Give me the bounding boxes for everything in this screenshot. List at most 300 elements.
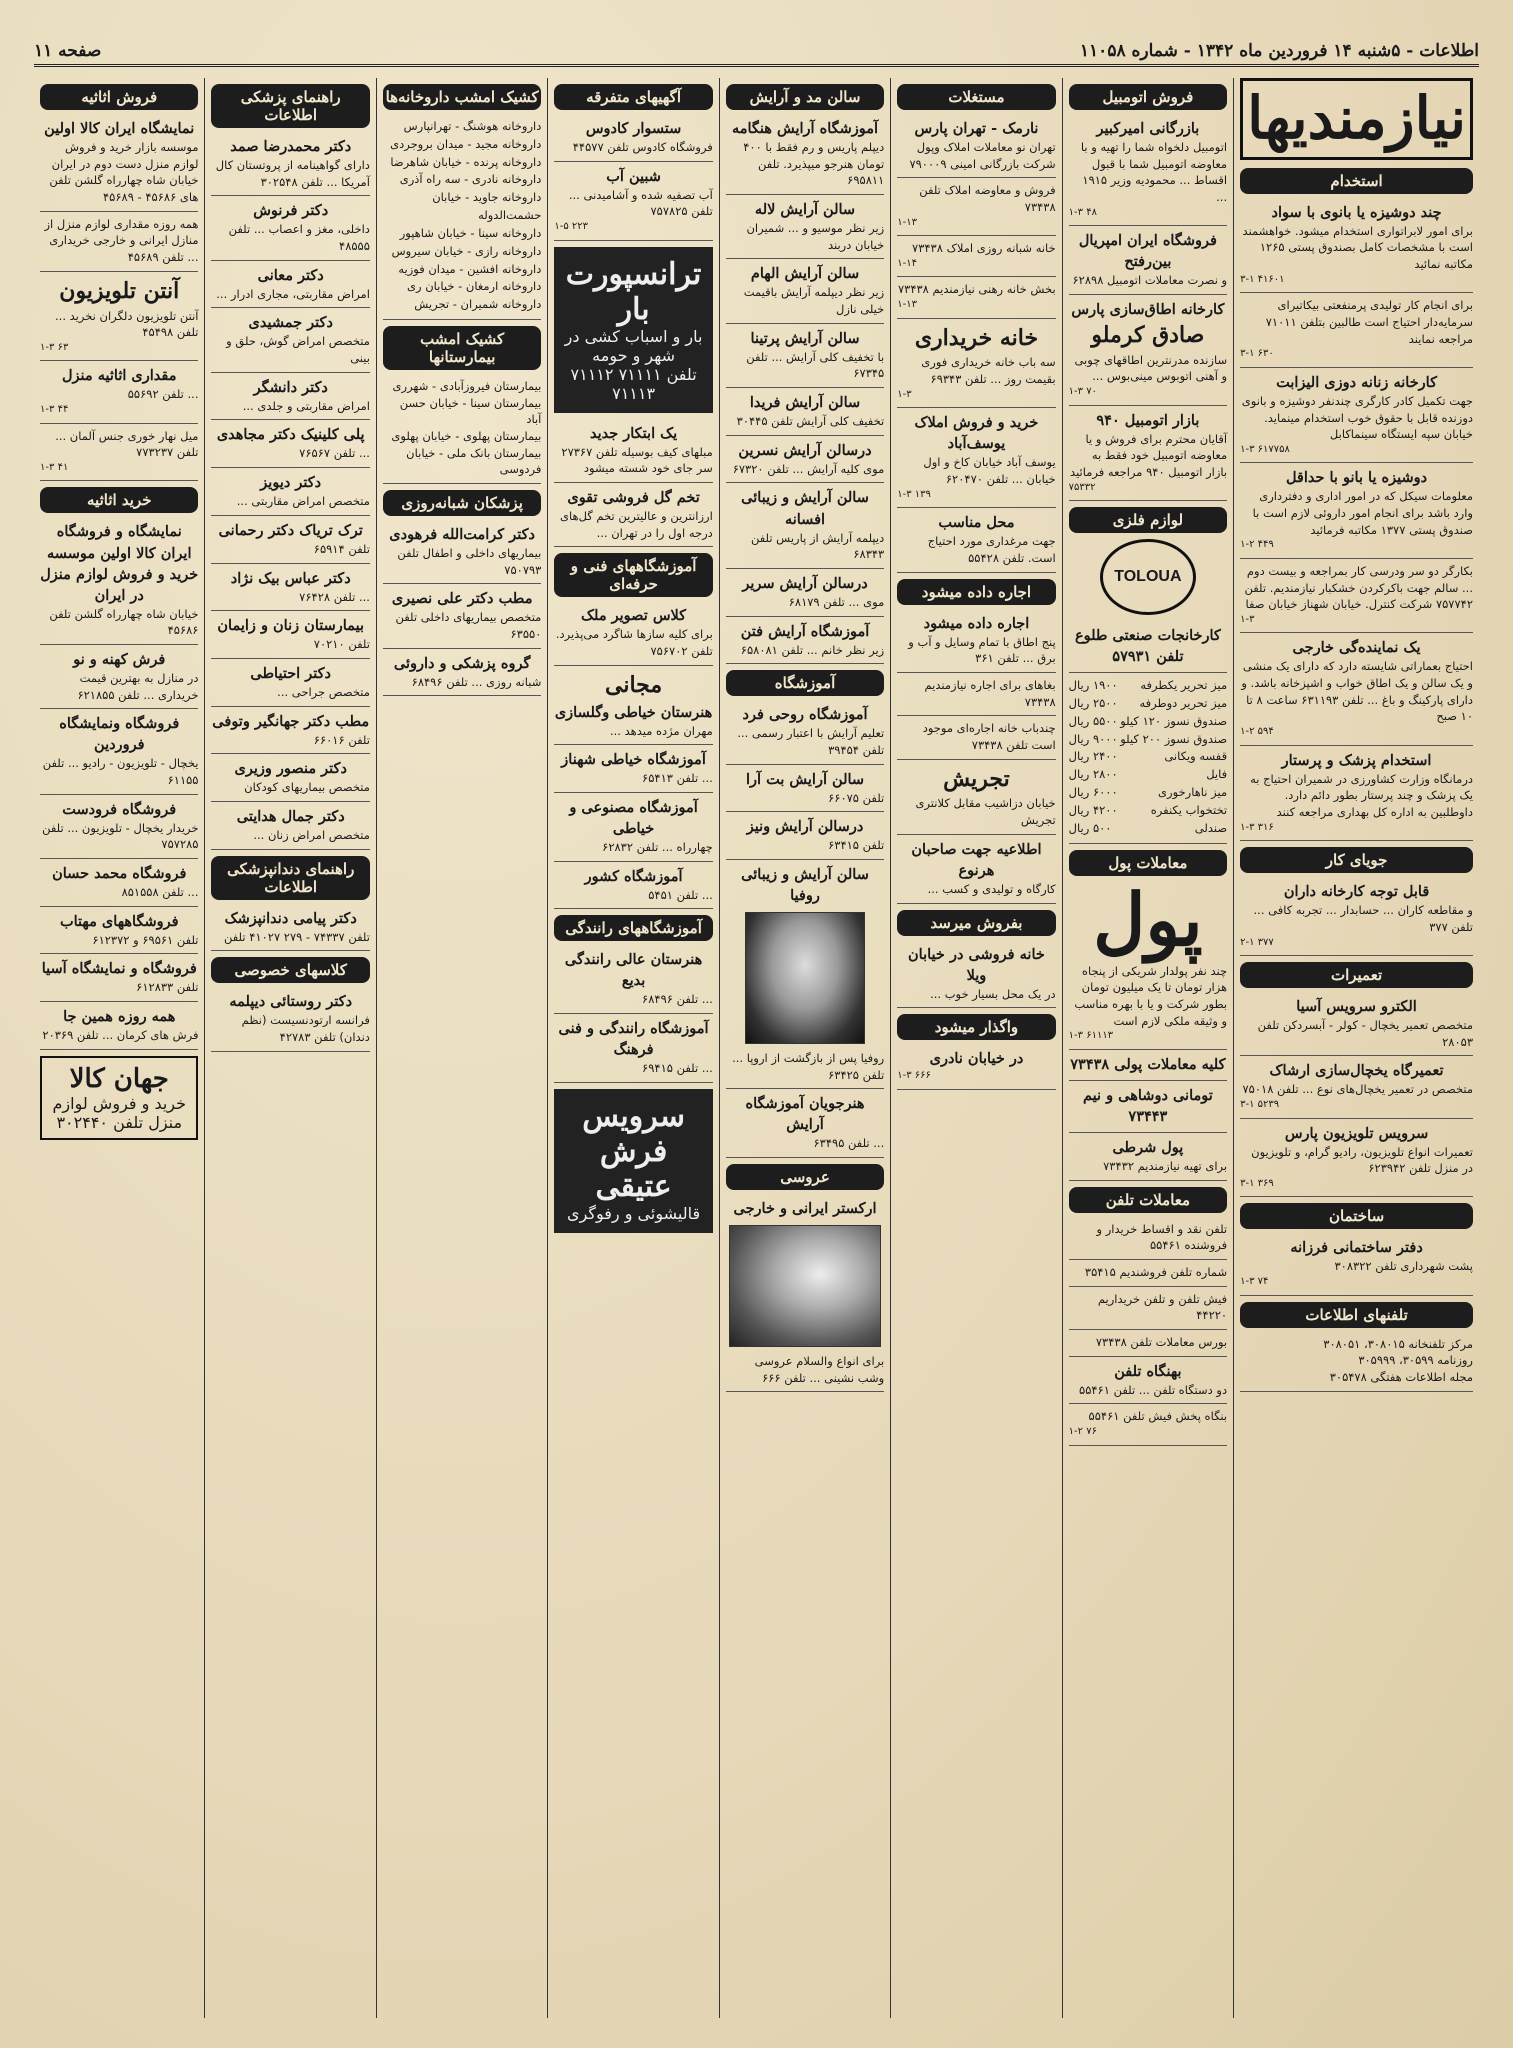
ad (40, 795, 198, 859)
ad-title: تخم گل فروشی تقوی (567, 488, 700, 506)
ad-title: دکتر روستائی دیپلمه (229, 993, 353, 1011)
ad (897, 236, 1055, 277)
ad-text: ... تلفن ۶۸۴۹۶ (642, 992, 713, 1007)
ad-code: ۱-۳ (897, 388, 912, 400)
ad-text: ... تلفن ۵۴۵۱ (648, 887, 713, 902)
ad-text: فروش و معاوضه املاک تلفن ۷۳۴۳۸ (919, 183, 1056, 215)
ad-title: آموزشگاه روحی فرد (742, 706, 868, 724)
ad-text: ارزانترین و عالیترین تخم گل‌های درجه اول را در تهران ... (560, 508, 713, 540)
ad-text: خریدار یخچال - تلویزیون ... تلفن ۷۵۷۲۸۵ (42, 820, 199, 852)
section-for-sale: بفروش میرسد (897, 910, 1055, 936)
ad-title: پول شرطی (1112, 1138, 1184, 1156)
ad-code: ۱-۳ ۷۴ (1240, 1276, 1269, 1288)
pharmacy-item: داروخانه سینا - خیابان شاهپور (399, 225, 542, 240)
ad-title: اطلاعیه جهت صاحبان هرنوع (911, 840, 1042, 879)
ad (897, 277, 1055, 318)
ad-text: پنج اطاق با تمام وسایل و آب و برق ... تلفن ۳۶۱ (908, 634, 1056, 666)
ad (726, 812, 884, 860)
ad (211, 468, 369, 516)
hospital-item: بیمارستان بانک ملی - خیابان فردوسی (406, 445, 542, 477)
section-misc: آگهیهای متفرقه (554, 84, 712, 110)
section-dentists: راهنمای دندانپزشکی اطلاعات (211, 856, 369, 900)
ad (897, 760, 1055, 835)
ad-text: با تخفیف کلی آرایش ... تلفن ۶۷۳۴۵ (746, 349, 885, 381)
ad (1069, 1357, 1227, 1405)
section-wedding: عروسی (726, 1164, 884, 1190)
ad (1240, 992, 1473, 1056)
pharmacy-item: داروخانه نادری - سه راه آذری (399, 172, 542, 187)
ad-text: برای امور لابراتواری استخدام میشود. خواهشمند است با مشخصات کامل بصندوق پستی ۱۲۶۵ مکاتبه نمائید (1242, 223, 1473, 272)
ad-text: کارگاه و تولیدی و کسب ... (927, 881, 1056, 896)
ad-text: در یک محل بسیار خوب ... (930, 986, 1056, 1001)
ad-text: خانه شبانه روزی املاک ۷۳۴۳۸ (912, 241, 1056, 256)
ad (1240, 1056, 1473, 1118)
ad (1069, 1081, 1227, 1133)
ad (383, 520, 541, 584)
issue-info: اطلاعات - ۵شنبه ۱۴ فروردین ماه ۱۳۴۲ - شماره ۱۱۰۵۸ (1079, 41, 1479, 61)
ad-title: الکترو سرویس آسیا (1296, 998, 1417, 1016)
ad-text: همه روزه مقداری لوازم منزل از منازل ایرانی و خارجی خریداری ... تلفن ۴۵۶۸۹ (44, 216, 199, 265)
ad-text: موی کلیه آرایش ... تلفن ۶۷۳۲۰ (732, 461, 885, 476)
ad (554, 483, 712, 547)
ad (40, 424, 198, 482)
ad-text: دارای گواهینامه از پروتستان کال آمریکا ... تلفن ۳۰۲۵۴۸ (215, 158, 370, 189)
hospital-item: بیمارستان فیروزآبادی - شهرری (392, 378, 542, 393)
ad-title: سالن آرایش لاله (754, 201, 856, 219)
ad-text: تلفن ۶۶۰۷۵ (828, 790, 885, 805)
ad-text: بنگاه پخش فیش تلفن ۵۵۴۶۱ (1088, 1409, 1228, 1424)
phone-line: روزنامه ۳۰۵۹۹، ۳۰۵۹۹۹ (1358, 1353, 1473, 1368)
ad-title: تومانی دوشاهی و نیم ۷۳۴۴۳ (1082, 1086, 1213, 1125)
price-list (1069, 673, 1227, 843)
ad (211, 611, 369, 659)
ad (211, 659, 369, 707)
ad-title: کارخانه اطاق‌سازی پارس (1071, 300, 1225, 318)
ad-headline: آنتن تلویزیون (59, 277, 180, 304)
column-2 (1062, 78, 1233, 2018)
ad (726, 569, 884, 617)
ad-text: داخلی، مغز و اعصاب ... تلفن ۴۸۵۵۵ (228, 222, 370, 254)
section-beauty-salon: سالن مد و آرایش (726, 84, 884, 110)
ad (554, 945, 712, 1014)
section-private-classes: کلاسهای خصوصی (211, 957, 369, 983)
ad-text: امراض مقاربتی و جلدی ... (242, 398, 370, 413)
ad (726, 388, 884, 436)
ad (726, 324, 884, 388)
ad-code: ۳-۱ ۴۱۶۰۱ (1240, 273, 1285, 285)
ad-title: دکتر پیامی دندانپزشک (224, 909, 357, 927)
ad-text: دیپلمه آرایش از پاریس تلفن ۶۸۳۴۳ (750, 530, 885, 562)
pharmacy-item: داروخانه هوشنگ - تهرانپارس (403, 119, 542, 133)
price-value: ۹۰۰۰ ریال (1068, 731, 1118, 746)
section-car-sales: فروش اتومبیل (1069, 84, 1227, 110)
ad (40, 114, 198, 212)
price-row (1069, 713, 1227, 731)
ad (1069, 621, 1227, 673)
ad (1240, 368, 1473, 464)
ad-text: ... تلفن ۷۶۵۶۷ (299, 446, 370, 461)
ad-text: تلفن ۷۴۳۳۷ - ۲۷۹ ۴۱۰۲۷ تلفن (223, 929, 370, 944)
ad-title: سالن آرایش الهام (750, 265, 860, 283)
page-number: صفحه ۱۱ (34, 41, 102, 61)
ad-text: تعمیرات انواع تلویزیون، رادیو گرام، و تلویزیون در منزل تلفن ۶۲۳۹۴۲ (1251, 1144, 1473, 1176)
ad-text: خیابان دزاشیب مقابل کلانتری تجریش (915, 796, 1056, 828)
ad-title: قابل توجه کارخانه داران (1283, 883, 1430, 901)
ad-text: آقایان محترم برای فروش و یا معاوضه اتومبیل خود فقط به بازار اتومبیل ۹۴۰ مراجعه فرمائید (1070, 431, 1228, 480)
ad-title: دکتر کرامت‌الله فرهودی (389, 525, 535, 543)
ad (726, 195, 884, 259)
ad-text: فیش تلفن و تلفن خریداریم ۴۴۲۲۰ (1097, 1291, 1228, 1323)
ad-title: پلی کلینیک دکتر مجاهدی (216, 426, 365, 444)
ad (554, 419, 712, 483)
ad-text: تلفن ۶۶۰۱۶ (313, 732, 370, 747)
ad-title: هنرستان خیاطی وگلسازی (554, 703, 713, 721)
ad (383, 584, 541, 648)
ad-text: چهارراه ... تلفن ۶۲۸۳۲ (602, 839, 713, 854)
ad (1240, 746, 1473, 842)
ad-title: گروه پزشکی و داروئی (393, 654, 531, 672)
ad-code: ۷۵۳۳۲ (1068, 481, 1096, 493)
ad-title: فروشگاههای مهتاب (59, 912, 179, 930)
ad (726, 617, 884, 665)
ad-text: مبلهای کیف بوسیله تلفن ۲۷۳۶۷ سر جای خود شسته میشود (561, 444, 713, 476)
ad-headline: سرویس فرش عتیقی (582, 1098, 685, 1204)
column-7 (204, 78, 375, 2018)
ad (554, 862, 712, 910)
ad (897, 319, 1055, 409)
section-night-doctors: پزشکان شبانه‌روزی (383, 490, 541, 516)
ad-text: بورس معاملات تلفن ۷۳۴۳۸ (1095, 1335, 1228, 1349)
ad-title: مطب دکتر جهانگیر وتوفی (212, 712, 370, 730)
phone-line: مجله اطلاعات هفتگی ۳۰۵۴۷۸ (1329, 1369, 1473, 1384)
ad-code: ۱-۱۳ (897, 299, 917, 311)
ad-title: همه روزه همین جا (63, 1008, 176, 1026)
ad-text: ... تلفن ۵۵۶۹۲ (127, 387, 199, 402)
ad-title: سالن آرایش بت آرا (745, 770, 865, 788)
ad (40, 954, 198, 1002)
hospital-item: بیمارستان سینا - خیابان حسن آباد (399, 395, 542, 427)
ad (1069, 114, 1227, 226)
ad-text: متخصص بیماریهای کودکان (244, 780, 370, 795)
ad (211, 707, 369, 755)
section-phone-deals: معاملات تلفن (1069, 1187, 1227, 1213)
ad (897, 940, 1055, 1009)
price-item: تختخواب یکنفره (1150, 802, 1228, 817)
ad-text: متخصص در تعمیر یخچال‌های نوع ... تلفن ۷۵۰۱۸ (1242, 1082, 1473, 1097)
ad-code: ۳-۱ ۶۳۰ (1240, 348, 1274, 360)
ad-title: بازار اتومبیل ۹۴۰ (1096, 411, 1200, 429)
ad (1069, 1404, 1227, 1445)
ad-title: سالن آرایش پرتینا (750, 329, 860, 347)
ad-title: دکتر محمدرضا صمد (230, 138, 352, 155)
price-value: ۴۲۰۰ ریال (1068, 802, 1118, 817)
ad-text: موسسه بازار خرید و فروش لوازم منزل دست دوم در ایران خیابان شاه چهارراه گلشن تلفن های ۴۵۶۸۶ - ۴۵۶۸۹ (49, 140, 199, 205)
pharmacy-item: داروخانه مجید - میدان بروجردی (390, 136, 542, 151)
ad-text: احتیاج بعماراتی شایسته دارد که دارای یک منشی و یک سالن و یک اطاق خواب و اشپزخانه باشد. و دارای پارکینگ و باغ ... تلفن ۶۳۱۱۹۳ ساعت ۸ تا ۱۰ صبح (1241, 659, 1473, 724)
ad-text: آب تصفیه شده و آشامیدنی ... تلفن ۷۵۷۸۲۵ (568, 187, 713, 219)
ad-text: تلفن ۶۵۹۱۴ (313, 541, 370, 556)
ad-text: جهت تکمیل کادر کارگری چندنفر دوشیزه و بانوی دوزنده قابل با حقوق خوب استخدام مینماید. خیابان سپه ایستگاه سینماکابل (1241, 393, 1473, 442)
ad-title: شبین آب (606, 167, 661, 185)
pharmacy-item: داروخانه شمیران - تجریش (414, 297, 542, 312)
columns (34, 78, 1479, 2018)
price-item: فایل (1206, 767, 1228, 782)
ad-title: بازرگانی امیرکبیر (1096, 120, 1200, 137)
ad (897, 1044, 1055, 1090)
ad (40, 859, 198, 907)
wedding-photo (729, 1225, 881, 1347)
ad-text: زیر نظر موسیو و ... شمیران خیابان دربند (746, 221, 885, 252)
ad-text: بکارگر دو سر ودرسی کار بمراجعه و بیست دوم ... سالم جهت باکرکردن خشکبار نیازمندیم. تلفن ۷۵۷۷۴۲ شرکت کنترل. خیابان شهناز خیابان صفا (1244, 563, 1473, 612)
price-item: صندوق نسوز ۲۰۰ کیلو (1120, 731, 1228, 746)
ad (897, 835, 1055, 904)
price-value: ۶۰۰۰ ریال (1068, 785, 1118, 800)
ad-title: دکتر منصور وزیری (234, 760, 347, 778)
phone-line: مرکز تلفنخانه ۳۰۸۰۱۵، ۳۰۸۰۵۱ (1323, 1336, 1473, 1351)
ad (1069, 1287, 1227, 1330)
ad (1069, 226, 1227, 295)
ad-code: ۱-۳ ۶۱۷۷۵۸ (1240, 443, 1290, 455)
ad-phone: تلفن ۷۱۱۱۱ ۷۱۱۱۲ ۷۱۱۱۳ (570, 364, 697, 403)
ad-text: تلفن نقد و اقساط خریدار و فروشنده ۵۵۴۶۱ (1096, 1221, 1228, 1253)
ad-text: و نصرت معاملات اتومبیل ۶۲۸۹۸ (1072, 273, 1228, 288)
section-driving-schools: آموزشگاههای رانندگی (554, 915, 712, 941)
section-furniture-buy: خرید اثاثیه (40, 487, 198, 513)
price-row (1069, 820, 1227, 838)
ad-title: فروشگاه محمد حسان (52, 864, 187, 882)
ad-text: متخصص بیماریهای داخلی تلفن ۶۳۵۵۰ (395, 610, 542, 642)
money-headline: پول (1093, 876, 1203, 962)
ad (211, 987, 369, 1051)
ad-headline: خانه خریداری (914, 324, 1039, 351)
ad (554, 666, 712, 746)
ad-title: استخدام پزشک و پرستار (1281, 751, 1432, 769)
pharmacy-item: داروخانه ارمغان - خیابان ری (406, 279, 542, 294)
ad (897, 673, 1055, 716)
ad-text: سازنده مدرنترین اطاقهای چوبی و آهنی اتوبوس مینی‌بوس ... (1074, 352, 1228, 384)
ad-title: آموزشگاه آرایش فتن (740, 622, 870, 640)
ad (40, 645, 198, 709)
ad (897, 609, 1055, 673)
ad-text: اتومبیل دلخواه شما را تهیه و با معاوضه اتومبیل شما با قبول اقساط ... محمودیه وزیر ۱۹۱۵ ... (1080, 140, 1228, 205)
ad-code: ۳-۱ ۵۲۳۹ (1240, 1099, 1280, 1111)
ad-headline: جهان کالا (69, 1063, 169, 1094)
ad-title: بیمارستان زنان و زایمان (217, 617, 364, 635)
ad (726, 860, 884, 1089)
ad (1069, 1330, 1227, 1357)
ad-text: تخفیف کلی آرایش تلفن ۳۰۴۴۵ (736, 414, 885, 429)
ad (40, 1002, 198, 1050)
ad-code: ۱-۵ ۲۲۳ (554, 221, 589, 233)
ad-text: شبانه روزی ... تلفن ۶۸۴۹۶ (411, 674, 542, 689)
ad-text: معلومات سیکل که در امور اداری و دفترداری وارد باشد برای انجام امور داروئی لازم است با صندوق پستی ۱۳۷۷ مکاتبه فرمائید (1252, 489, 1473, 537)
ad-title: مقداری اثاثیه منزل (61, 367, 177, 385)
ad (211, 196, 369, 260)
ad-text: مهران مژده میدهد ... (609, 723, 713, 738)
ad-text: متخصص امراض زنان ... (253, 827, 370, 842)
ad-title: دکتر احتیاطی (250, 664, 331, 682)
ad (726, 436, 884, 484)
ad (1240, 198, 1473, 294)
ad (726, 259, 884, 323)
section-transfer: واگذار میشود (897, 1014, 1055, 1040)
price-row (1069, 784, 1227, 802)
ad-title: دکتر دانشگر (253, 378, 328, 396)
column-4 (719, 78, 890, 2018)
ad-title: یک نماینده‌گی خارجی (1292, 639, 1421, 657)
ad-title: آموزشگاه کشور (584, 867, 683, 885)
ad-text: متخصص جراحی ... (277, 684, 370, 699)
ad-text: آنتن تلویزیون دلگران نخرید ... تلفن ۴۵۴۹۸ (55, 308, 199, 340)
ad-text: در منازل به بهترین قیمت خریداری ... تلفن ۶۲۱۸۵۵ (77, 670, 199, 702)
ad-title: در خیابان نادری (929, 1050, 1024, 1068)
ad-title: محل مناسب (938, 514, 1015, 532)
price-item: میز ناهارخوری (1158, 785, 1228, 800)
ad-text: ... تلفن ۸۵۱۵۵۸ (121, 885, 199, 899)
ad (726, 1089, 884, 1158)
ad-title: چند دوشیزه یا بانوی با سواد (1271, 203, 1442, 221)
ad-code: ۳-۱ ۳۶۹ (1240, 1177, 1274, 1189)
ad-text: خیابان شاه چهارراه گلشن تلفن ۴۵۶۸۶ (49, 606, 199, 638)
ad-headline: صادق کرملو (1091, 321, 1205, 348)
ad-title: سرویس تلویزیون پارس (1284, 1124, 1429, 1142)
price-item: صندوق نسوز ۱۲۰ کیلو (1120, 713, 1228, 728)
ad-title: کلاس تصویر ملک (581, 607, 687, 625)
ad-title: فروشگاه ایران امپریال بین‌رفتح (1078, 232, 1217, 271)
ad-title: آموزشگاه خیاطی شهناز (561, 751, 706, 769)
ad-title: تعمیرگاه یخچال‌سازی ارشاک (1269, 1062, 1444, 1080)
column-8 (34, 78, 204, 2018)
ad-title: دوشیزه یا بانو با حداقل (1285, 469, 1428, 487)
ad-title: هنرجویان آموزشگاه آرایش (745, 1095, 865, 1134)
ad-title: دکتر دیویز (260, 474, 322, 492)
ad-text: چند نفر پولدار شریکی از پنجاه هزار تومان تا یک میلیون تومان بطور شرکت و یا با بهره مناسب و وثیقه ملکی لازم است (1074, 963, 1228, 1028)
ad (1240, 293, 1473, 368)
ad-text: بخش خانه رهنی نیازمندیم ۷۳۴۳۸ (897, 282, 1056, 297)
ad-code: ۱-۲ ۷۶ (1068, 1426, 1097, 1438)
ad-text: زیر نظر دیپلمه آرایش باقیمت خیلی نازل (743, 285, 885, 317)
ad (211, 308, 369, 372)
section-rent: اجاره داده میشود (897, 579, 1055, 605)
ad (211, 420, 369, 468)
price-item: میز تحریر دوطرفه (1139, 696, 1228, 711)
ad-title: دکتر جمال هدایتی (236, 807, 345, 825)
ad-text: درمانگاه وزارت کشاورزی در شمیران احتیاج به یک پزشک و چند پرستار بطور دائم دارد. داوطلبین به اداره کل بهداری مراجعه کنند (1250, 771, 1473, 819)
ad-title: مطب دکتر علی نصیری (391, 590, 533, 608)
price-row (1069, 766, 1227, 784)
ad-text: یخچال - تلویزیون - رادیو ... تلفن ۶۱۱۵۵ (42, 756, 199, 787)
ad (211, 132, 369, 196)
ad-title: یک ابتکار جدید (589, 424, 678, 442)
section-money: معاملات پول (1069, 850, 1227, 876)
hospital-list (383, 374, 541, 484)
page-header (34, 38, 1479, 67)
ad-title: درسالن آرایش سریر (742, 574, 868, 592)
ad-text: تلفن ۶۹۵۶۱ و ۶۱۲۳۷۲ (92, 932, 199, 947)
ad (211, 802, 369, 850)
ad (1069, 1260, 1227, 1287)
ad-title: آموزشگاه رانندگی و فنی فرهنگ (558, 1019, 709, 1058)
ad (897, 178, 1055, 236)
ad (1240, 1233, 1473, 1295)
pharmacy-item: داروخانه پرنده - خیابان شاهرضا (390, 154, 542, 169)
ad-code: ۱-۳ ۴۱ (40, 461, 69, 473)
column-5 (547, 78, 718, 2018)
ad (1069, 1217, 1227, 1260)
ad (897, 508, 1055, 572)
ad-headline: تجریش (943, 765, 1010, 792)
ad (554, 745, 712, 793)
ad (211, 373, 369, 421)
banner-title: نیازمندیها (1247, 84, 1466, 152)
ad-title: سالن آرایش و زیبائی افسانه (741, 489, 869, 528)
ad-code: ۱-۳ ۴۴ (40, 404, 69, 416)
ad (211, 754, 369, 802)
ad-text: برای کلیه سازها شاگرد می‌پذیرد. تلفن ۷۵۶۷۰۲ (555, 627, 713, 658)
price-item: قفسه ویکانی (1164, 749, 1228, 764)
ad-title: فروشگاه فرودست (62, 800, 177, 818)
ad-text: برای انجام کار تولیدی پرمنفعتی بیکاتیرای سرمایه‌دار احتیاج است طالبین بتلفن ۷۱۰۱۱ مراجعه نمایند (1265, 298, 1473, 346)
ad-code: ۱-۳ ۶۱۱۱۳ (1068, 1030, 1114, 1042)
price-value: ۵۵۰۰ ریال (1068, 713, 1118, 728)
ad-title: ستسوار کادوس (585, 120, 682, 137)
price-row (1069, 748, 1227, 766)
ad-title: کارخانجات صنعتی طلوع تلفن ۵۷۹۳۱ (1074, 627, 1221, 666)
section-furniture-sale: فروش اثاثیه (40, 84, 198, 110)
ad (1240, 463, 1473, 559)
pharmacy-item: داروخانه افشین - میدان فوزیه (398, 261, 542, 276)
ad (211, 261, 369, 309)
ad (1240, 559, 1473, 634)
carpet-service-ad (554, 1089, 712, 1233)
jahan-kala-ad (40, 1056, 198, 1140)
phone-list (1240, 1332, 1473, 1392)
ad-text: متخصص امراض گوش، حلق و بینی (226, 334, 370, 366)
ad-text: دو دستگاه تلفن ... تلفن ۵۵۴۶۱ (1079, 1382, 1228, 1397)
ad-title: خانه فروشی در خیابان ویلا (908, 945, 1045, 984)
ad-text: امراض مقاربتی، مجاری ادرار ... (216, 286, 370, 301)
ad-code: ۱-۳ (1240, 613, 1255, 625)
ad (40, 517, 198, 644)
ad-text: فروشگاه کادوس تلفن ۴۴۵۷۷ (572, 140, 713, 155)
ad-text: متخصص امراض مقاربتی ... (236, 494, 370, 509)
price-row (1069, 802, 1227, 820)
ad-text: فرانسه ارتودنسیست (نظم دندان) تلفن ۴۲۷۸۳ (241, 1013, 370, 1045)
ad (554, 1014, 712, 1083)
pharmacy-list (383, 114, 541, 320)
ad-text: بار و اسباب کشی در شهر و حومه (564, 326, 703, 365)
section-metal-goods: لوازم فلزی (1069, 507, 1227, 533)
section-repairs: تعمیرات (1240, 962, 1473, 988)
ad (1240, 1119, 1473, 1198)
ad-text: ... تلفن ۷۶۴۲۸ (299, 589, 370, 604)
ad-title: آموزشگاه مصنوعی و خیاطی (569, 798, 698, 837)
ad (726, 114, 884, 195)
price-value: ۲۴۰۰ ریال (1068, 749, 1118, 764)
ad (383, 649, 541, 697)
section-medical-guide: راهنمای پزشکی اطلاعات (211, 84, 369, 128)
ad (726, 700, 884, 764)
ad-title: آموزشگاه آرایش هنگامه (731, 120, 879, 137)
ad-text: بیماریهای داخلی و اطفال تلفن ۷۵۰۷۹۳ (397, 545, 542, 577)
ad-title: خرید و فروش املاک یوسف‌آباد (914, 414, 1039, 453)
classifieds-banner (1240, 78, 1473, 160)
price-value: ۲۸۰۰ ریال (1068, 767, 1118, 782)
ad-text: خرید و فروش لوازم منزل تلفن ۳۰۲۴۴۰ (52, 1093, 187, 1132)
ad (897, 408, 1055, 508)
ad-code: ۱-۳ ۴۸ (1068, 206, 1097, 218)
ad (1069, 1050, 1227, 1081)
